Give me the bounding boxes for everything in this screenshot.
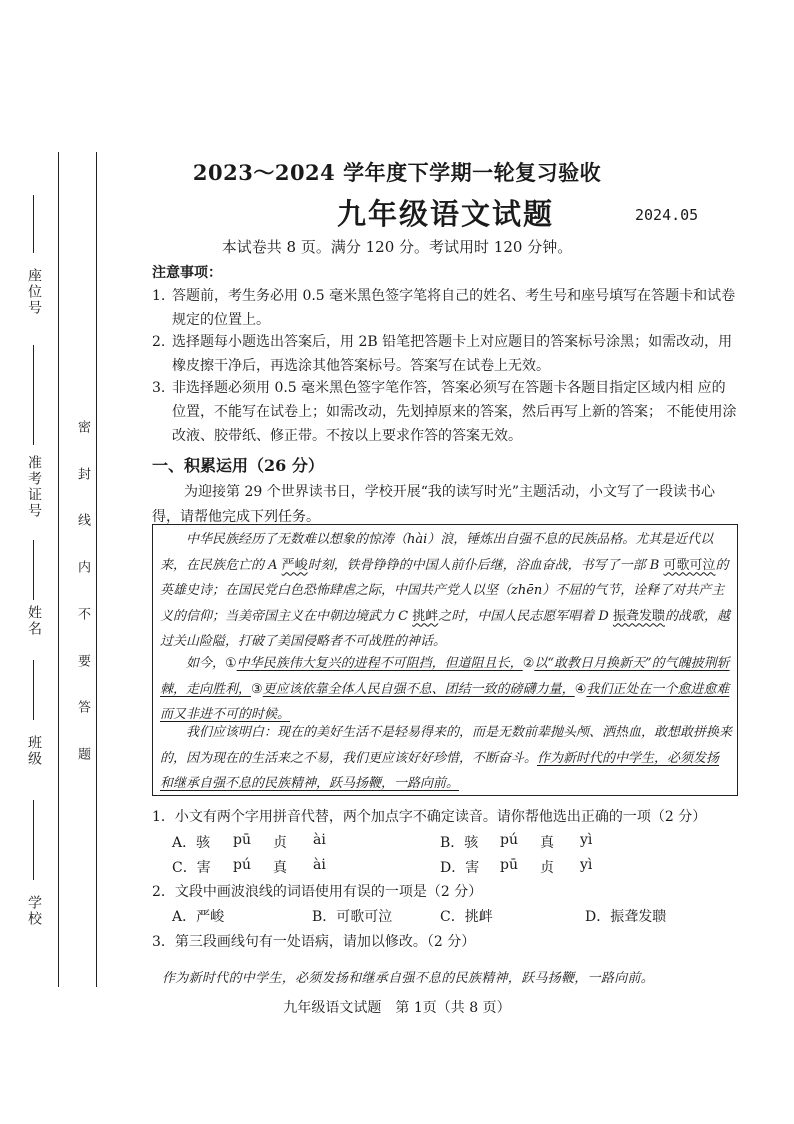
task-description: 为迎接第 29 个世界读书日，学校开展“我的读写时光”主题活动，小文写了一段读书心得，请帮他完成下列任务。 xyxy=(152,484,716,525)
notice-number: 2. xyxy=(152,334,166,350)
seal-char: 要 xyxy=(75,653,90,667)
seal-line-text xyxy=(73,420,92,760)
option-c-pinyin2: ài xyxy=(313,857,326,873)
question-1: 1．小文有两个字用拼音代替，两个加点字不确定读音。请你帮他选出正确的一项（2 分） xyxy=(152,809,707,825)
option-b-char: 真 xyxy=(540,835,554,851)
seal-char: 不 xyxy=(75,606,90,620)
passage-text: 时刻，铁骨铮铮的中国人前仆后继，浴血奋战，书写了一部 B xyxy=(307,557,664,573)
notice-item xyxy=(152,284,737,332)
passage-text: 的英雄史诗；在国民党白色恐怖肆虐之际，中国共产党人以坚（zhēn）不屈的气节，诠释了对共产主义的信仰；当美帝国主义在中朝边境武力 C xyxy=(160,557,729,624)
wavy-word-c: 挑衅 xyxy=(412,608,439,624)
option-c-label: C．害 xyxy=(172,860,211,876)
class-label: 班级 xyxy=(26,735,42,767)
binding-line-inner xyxy=(96,152,97,987)
notice-text: 选择题每小题选出答案后，用 2B 铅笔把答题卡上对应题目的答案标号涂黑；如需改动，用橡皮擦干净后，再选涂其他答案标号。答案写在试卷上无效。 xyxy=(172,334,733,374)
exam-no-label: 准考证号 xyxy=(26,455,42,519)
passage-text: 中华民族经历了无数难以想象的惊涛（hài）浪，锤炼出自强不息的民族品格。尤其是近代以来，在民族危亡的 A xyxy=(160,532,714,573)
option-d-label: D．害 xyxy=(440,860,480,876)
underlined-sentence: 以“敢教日月换新天”的气魄披荆斩棘，走向胜利， xyxy=(160,656,730,697)
option-d-pinyin1: pū xyxy=(500,857,518,873)
seal-char: 答 xyxy=(75,700,90,714)
q2-option-c: C．挑衅 xyxy=(440,909,493,925)
passage-paragraph-1 xyxy=(160,527,732,655)
exam-no-fill-line xyxy=(33,345,34,445)
sentence-marker: ③ xyxy=(251,681,263,697)
exam-date: 2024.05 xyxy=(635,206,699,224)
option-a-label: A．骇 xyxy=(172,835,211,851)
seal-char: 密 xyxy=(75,420,90,433)
option-c-char: 真 xyxy=(273,860,287,876)
notice-text: 非选择题必须用 0.5 毫米黑色签字笔作答，答案必须写在答题卡各题目指定区域内相 应的位置，不能写在试卷上；如需改动，先划掉原来的答案，然后再写上新的答案； 不能使用涂改液、胶带纸、修正带。不按以上要求作答的答案无效。 xyxy=(172,380,737,444)
underlined-sentence: 作为新时代的中学生，必须发扬和继承自强不息的民族精神，跃马扬鞭，一路向前。 xyxy=(160,750,720,791)
exam-title-line1: 2023～2024 学年度下学期一轮复习验收 xyxy=(192,160,602,185)
seal-char: 内 xyxy=(75,560,90,574)
seat-label: 座位号 xyxy=(26,268,42,316)
q3-answer-text: 作为新时代的中学生，必须发扬和继承自强不息的民族精神，跃马扬鞭，一路向前。 xyxy=(162,971,655,986)
sentence-marker: ① xyxy=(225,656,237,671)
option-d-char: 贞 xyxy=(540,860,554,876)
seal-char: 题 xyxy=(75,746,90,760)
q2-option-b: B．可歌可泣 xyxy=(312,909,393,925)
seal-char: 封 xyxy=(75,466,90,480)
notice-number: 1. xyxy=(152,288,166,304)
underlined-sentence: 中华民族伟大复兴的进程不可阻挡，但道阻且长， xyxy=(236,656,523,671)
question-2: 2．文段中画波浪线的词语使用有误的一项是（2 分） xyxy=(152,884,483,900)
option-b-pinyin2: yì xyxy=(580,832,593,848)
notice-text: 答题前，考生务必用 0.5 毫米黑色签字笔将自己的姓名、考生号和座号填写在答题卡和试卷规定的位置上。 xyxy=(172,288,736,328)
option-c-pinyin1: pú xyxy=(233,857,251,873)
option-b-pinyin1: pú xyxy=(500,832,518,848)
option-d-pinyin2: yì xyxy=(580,857,593,873)
school-fill-line xyxy=(33,800,34,880)
option-a-pinyin1: pū xyxy=(233,832,251,848)
page-footer: 九年级语文试题 第 1页（共 8 页） xyxy=(283,1000,511,1016)
exam-title: 九年级语文试题 xyxy=(337,197,555,231)
section-title: 一、积累运用（26 分） xyxy=(152,456,324,475)
passage-paragraph-2 xyxy=(160,651,732,728)
name-fill-line xyxy=(33,540,34,600)
underlined-sentence: 更应该依靠全体人民自强不息、团结一致的磅礴力量， xyxy=(262,681,575,697)
passage-text: 的战歌，越过关山险隘，打破了美国侵略者不可战胜的神话。 xyxy=(160,608,730,649)
class-fill-line xyxy=(33,660,34,720)
passage-paragraph-3 xyxy=(160,720,732,797)
option-a-char: 贞 xyxy=(273,835,287,851)
seal-char: 线 xyxy=(75,513,90,527)
q2-option-d: D．振聋发聩 xyxy=(585,909,667,925)
name-label: 姓名 xyxy=(26,605,42,637)
notice-item xyxy=(152,330,737,378)
school-label: 学校 xyxy=(26,895,42,927)
q2-option-a: A．严峻 xyxy=(172,909,225,925)
option-b-label: B．骇 xyxy=(440,835,479,851)
passage-text: 之时，中国人民志愿军唱着 D xyxy=(438,608,613,624)
wavy-word-b: 可歌可泣 xyxy=(663,557,716,573)
exam-intro: 本试卷共 8 页。满分 120 分。考试用时 120 分钟。 xyxy=(221,238,573,256)
wavy-word-d: 振聋发聩 xyxy=(612,608,665,624)
option-a-pinyin2: ài xyxy=(313,832,326,848)
underlined-sentence: 我们正处在一个愈进愈难而又非进不可的时候。 xyxy=(160,681,730,722)
wavy-word-a: 严峻 xyxy=(281,557,308,573)
passage-text: 如今， xyxy=(186,656,226,671)
notice-number: 3. xyxy=(152,380,166,396)
sentence-marker: ② xyxy=(522,656,535,671)
sentence-marker: ④ xyxy=(574,681,587,697)
question-3: 3．第三段画线句有一处语病，请加以修改。（2 分） xyxy=(152,934,476,950)
passage-text: 我们应该明白：现在的美好生活不是轻易得来的，而是无数前辈抛头颅、洒热血，敢想敢拼换来的，因为现在的生活来之不易，我们更应该好好珍惜，不断奋斗。 xyxy=(160,725,733,766)
notice-title: 注意事项： xyxy=(152,265,222,281)
binding-line-outer xyxy=(58,152,59,987)
notice-item xyxy=(152,376,737,448)
